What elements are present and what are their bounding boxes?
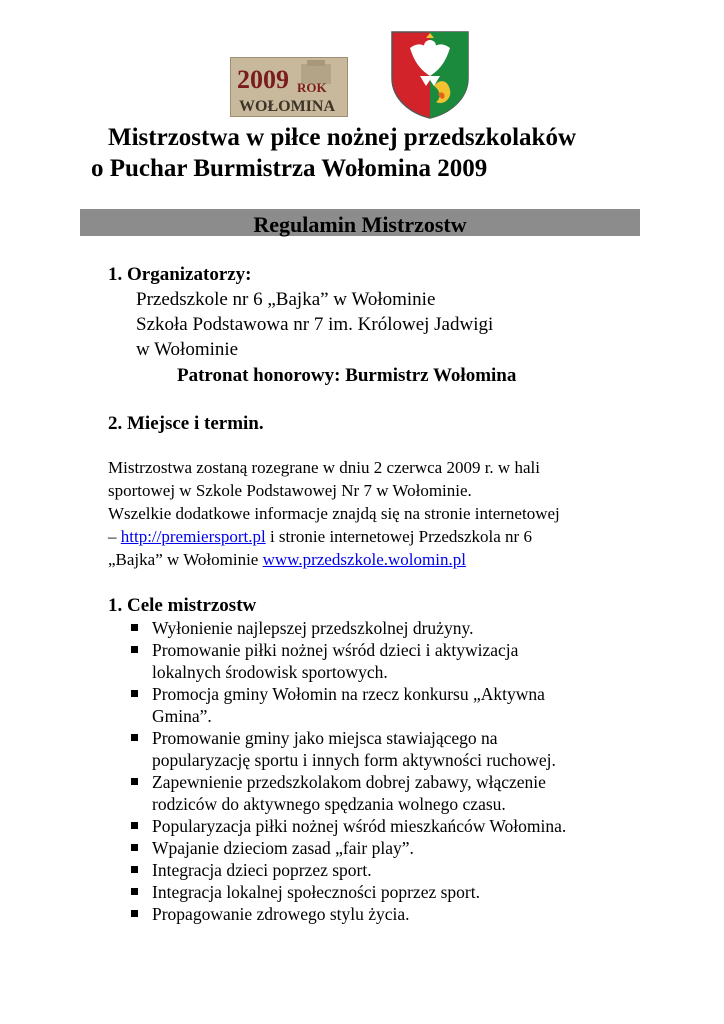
logo-city: WOŁOMINA [239,98,335,115]
goal-text: Wpajanie dzieciom zasad „fair play”. [152,838,414,858]
list-item [129,881,629,903]
logo-year: 2009 [237,65,289,94]
goal-text: Integracja dzieci poprzez sport. [152,860,372,880]
place-line: sportowej w Szkole Podstawowej Nr 7 w Wołominie. [108,481,472,500]
place-line-suffix: i stronie internetowej Przedszkola nr 6 [265,527,532,546]
goal-text: Gmina”. [152,706,212,726]
page-title-line1: Mistrzostwa w piłce nożnej przedszkolaków [108,124,576,151]
list-item [129,859,629,881]
year-logo [230,57,348,117]
list-item [129,683,629,705]
bullet-icon [131,778,138,785]
list-item-continuation [129,793,629,815]
goal-text: Popularyzacja piłki nożnej wśród mieszkańców Wołomina. [152,816,567,836]
place-heading: 2. Miejsce i termin. [108,413,264,434]
list-item [129,815,629,837]
bullet-icon [131,844,138,851]
bullet-icon [131,866,138,873]
goals-list [129,617,629,925]
coat-of-arms [388,28,472,120]
list-item [129,617,629,639]
list-item [129,903,629,925]
list-item-continuation [129,705,629,727]
list-item [129,771,629,793]
bullet-icon [131,690,138,697]
bullet-icon [131,646,138,653]
bullet-icon [131,822,138,829]
place-line-prefix: – [108,527,121,546]
place-line [108,525,532,548]
goal-text: Promowanie piłki nożnej wśród dzieci i aktywizacja [152,640,519,660]
goal-text: lokalnych środowisk sportowych. [152,662,388,682]
bullet-icon [131,910,138,917]
organizers-heading: 1. Organizatorzy: [108,264,252,285]
logo-rok: ROK [297,80,327,95]
page-title-line2: o Puchar Burmistrza Wołomina 2009 [91,155,488,182]
organizer-line: w Wołominie [136,339,239,360]
bullet-icon [131,734,138,741]
goal-text: Promocja gminy Wołomin na rzecz konkursu „Aktywna [152,684,545,704]
list-item [129,727,629,749]
bullet-icon [131,888,138,895]
place-line: Mistrzostwa zostaną rozegrane w dniu 2 czerwca 2009 r. w hali [108,458,540,477]
goal-text: Zapewnienie przedszkolakom dobrej zabawy, włączenie [152,772,546,792]
list-item [129,639,629,661]
section-header: Regulamin Mistrzostw [80,209,640,236]
place-line [108,548,466,571]
bullet-icon [131,624,138,631]
place-line: Wszelkie dodatkowe informacje znajdą się na stronie internetowej [108,504,560,523]
goal-text: Promowanie gminy jako miejsca stawiającego na [152,728,498,748]
premiersport-link[interactable]: http://premiersport.pl [120,527,266,546]
place-line-prefix: „Bajka” w Wołominie [108,550,263,569]
organizer-line: Przedszkole nr 6 „Bajka” w Wołominie [136,289,436,310]
goal-text: rodziców do aktywnego spędzania wolnego czasu. [152,794,506,814]
list-item [129,837,629,859]
przedszkole-link[interactable]: www.przedszkole.wolomin.pl [262,550,466,569]
organizer-line: Szkoła Podstawowa nr 7 im. Królowej Jadwigi [136,314,494,335]
goal-text: popularyzację sportu i innych form aktywności ruchowej. [152,750,556,770]
goal-text: Wyłonienie najlepszej przedszkolnej drużyny. [152,618,474,638]
list-item-continuation [129,749,629,771]
goal-text: Integracja lokalnej społeczności poprzez sport. [152,882,480,902]
goal-text: Propagowanie zdrowego stylu życia. [152,904,410,924]
goals-heading: 1. Cele mistrzostw [108,595,257,616]
list-item-continuation [129,661,629,683]
patronage: Patronat honorowy: Burmistrz Wołomina [177,365,517,386]
